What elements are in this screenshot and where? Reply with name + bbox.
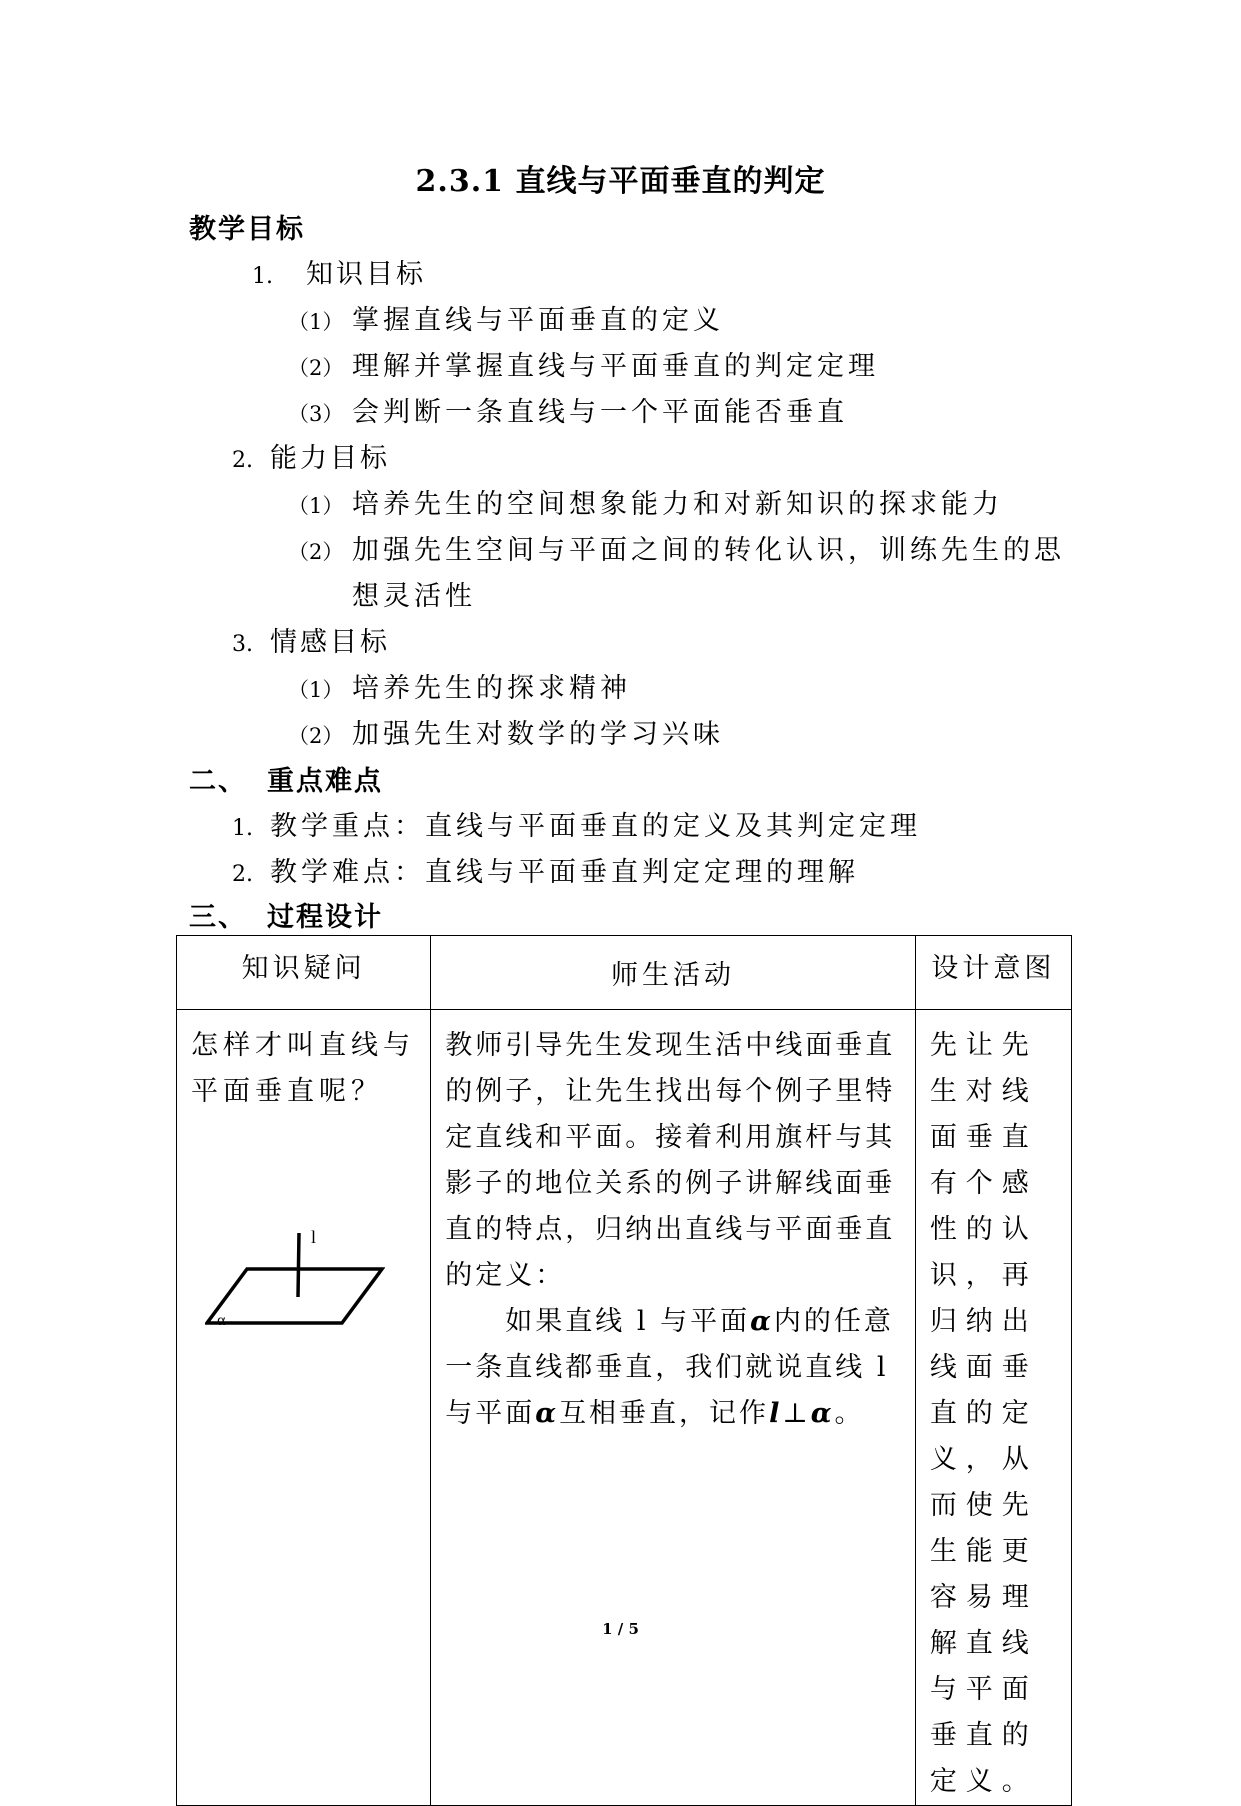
ability-item-1: [288, 482, 1003, 521]
goal-number: 3.: [232, 632, 253, 657]
section-key-difficult-points: [189, 759, 383, 798]
goal-knowledge-heading: [252, 252, 426, 291]
definition-part-3: 互相垂直，记作: [559, 1398, 770, 1429]
definition-part-1: 如果直线 l 与平面: [505, 1306, 751, 1337]
section-title: 重点难点: [267, 766, 383, 797]
activity-paragraph-2: [431, 1299, 915, 1437]
item-number: （1）: [288, 678, 344, 702]
header-knowledge-question: 知识疑问: [177, 936, 431, 1010]
emotion-item-2: [288, 712, 724, 751]
item-number: （3）: [288, 402, 344, 426]
keypoint-text: 教学难点：直线与平面垂直判定定理的理解: [270, 857, 859, 888]
section-process-design: [189, 895, 383, 934]
goal-number: 2.: [232, 448, 253, 473]
item-text: 会判断一条直线与一个平面能否垂直: [352, 397, 848, 428]
process-design-table: [176, 935, 1072, 1806]
section-teaching-goals: [189, 207, 305, 246]
item-number: （1）: [288, 310, 344, 334]
question-text: 怎样才叫直线与平面垂直呢？: [191, 1030, 415, 1107]
intent-cell: [915, 1010, 1071, 1806]
header-design-intent: 设计意图: [915, 936, 1071, 1010]
perpendicular-symbol: ⊥: [782, 1398, 811, 1429]
keypoint-number: 2.: [232, 862, 253, 887]
item-number: （2）: [288, 724, 344, 748]
activity-cell: [431, 1010, 916, 1806]
line-label: l: [311, 1227, 317, 1247]
item-text: 培养先生的空间想象能力和对新知识的探求能力: [352, 489, 1003, 520]
page-number: 1 / 5: [602, 1620, 639, 1638]
goal-title: 知识目标: [306, 259, 426, 290]
alpha-symbol: α: [750, 1306, 774, 1337]
item-number: （1）: [288, 494, 344, 518]
item-text: 加强先生对数学的学习兴味: [352, 719, 724, 750]
line-symbol: l: [769, 1398, 783, 1429]
intent-text: 先让先生对线面垂直有个感性的认识，再归纳出线面垂直的定义，从而使先生能更容易理解直线与平面垂直的定义。: [929, 1030, 1038, 1797]
header-teacher-student-activity: 师生活动: [431, 936, 916, 1010]
ability-item-2: [288, 528, 1065, 567]
section-title: 教学目标: [189, 214, 305, 245]
emotion-item-1: [288, 666, 631, 705]
goal-emotion-heading: [232, 620, 390, 659]
plane-parallelogram: [207, 1269, 382, 1323]
definition-part-2: 内的任意一条直线都垂直，我们就说直线 l 与平面: [445, 1306, 894, 1429]
item-number: （2）: [288, 356, 344, 380]
activity-paragraph-1: 教师引导先生发现生活中线面垂直的例子，让先生找出每个例子里特定直线和平面。接着利用旗杆与其影子的地位关系的例子讲解线面垂直的特点，归纳出直线与平面垂直的定义：: [445, 1030, 896, 1291]
item-text: 培养先生的探求精神: [352, 673, 631, 704]
section-number: 三、: [189, 902, 247, 933]
section-number: 二、: [189, 766, 247, 797]
goal-title: 能力目标: [270, 443, 390, 474]
definition-end: 。: [834, 1398, 865, 1429]
line-perpendicular-plane-diagram: [205, 1225, 385, 1355]
ability-item-2-continued: 想灵活性: [352, 581, 476, 612]
table-header-row: [177, 936, 1072, 1010]
item-text: 理解并掌握直线与平面垂直的判定定理: [352, 351, 879, 382]
keypoint-text: 教学重点：直线与平面垂直的定义及其判定定理: [270, 811, 921, 842]
perpendicular-line: [298, 1233, 299, 1297]
item-text: 加强先生空间与平面之间的转化认识，训练先生的思: [352, 535, 1065, 566]
section-title: 过程设计: [267, 902, 383, 933]
plane-label: α: [217, 1312, 226, 1329]
knowledge-item-2: [288, 344, 879, 383]
item-number: （2）: [288, 540, 344, 564]
alpha-symbol: α: [810, 1398, 835, 1429]
question-cell: [177, 1010, 431, 1806]
alpha-symbol: α: [535, 1398, 560, 1429]
goal-number: 1.: [252, 264, 273, 289]
goal-ability-heading: [232, 436, 390, 475]
goal-title: 情感目标: [270, 627, 390, 658]
document-title: 2.3.1 直线与平面垂直的判定: [415, 164, 826, 199]
knowledge-item-3: [288, 390, 848, 429]
knowledge-item-1: [288, 298, 724, 337]
keypoint-1: [232, 804, 921, 843]
item-text: 掌握直线与平面垂直的定义: [352, 305, 724, 336]
table-row: [177, 1010, 1072, 1806]
keypoint-2: [232, 850, 859, 889]
keypoint-number: 1.: [232, 816, 253, 841]
